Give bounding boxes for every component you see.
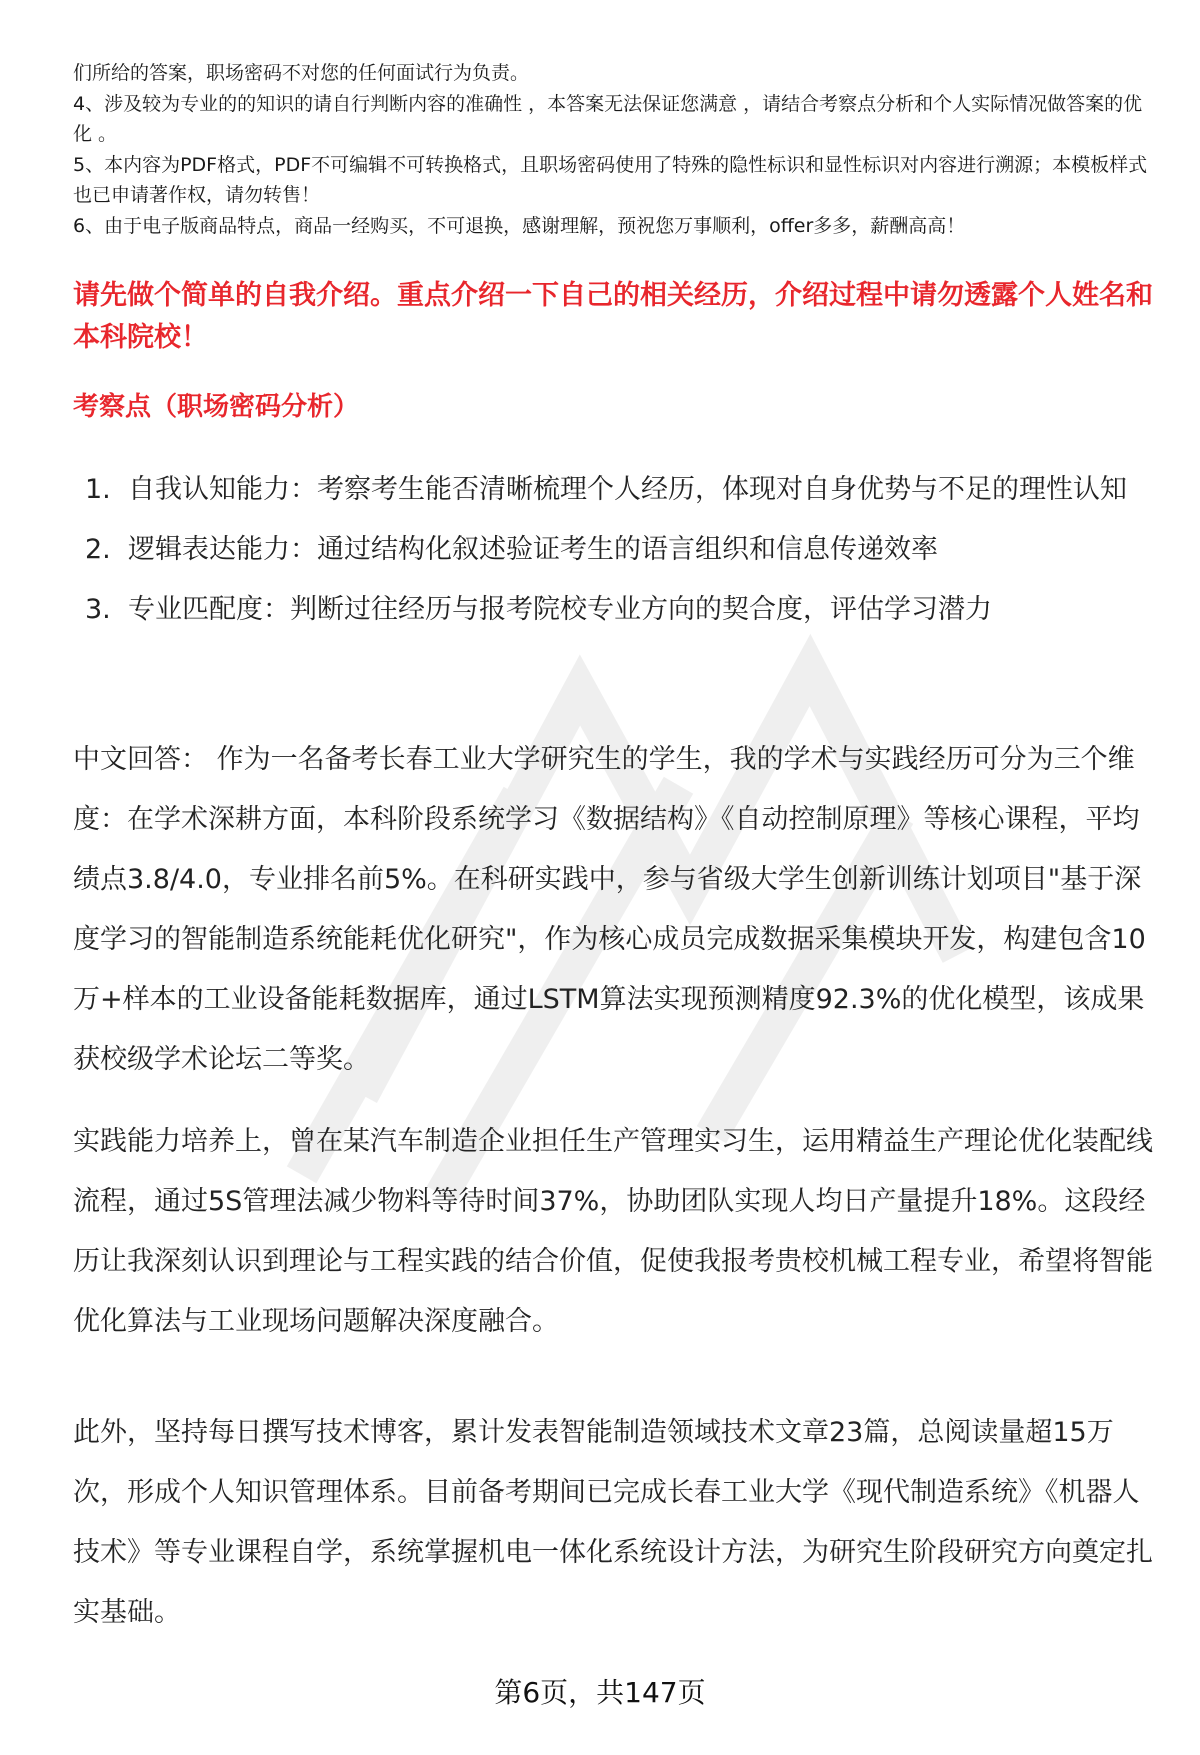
interview-question: 请先做个简单的自我介绍。重点介绍一下自己的相关经历，介绍过程中请勿透露个人姓名和本科院校！ xyxy=(73,280,1153,353)
list-number: 2. xyxy=(85,534,111,565)
answer-paragraph: 中文回答： 作为一名备考长春工业大学研究生的学生，我的学术与实践经历可分为三个维度：在学术深耕方面，本科阶段系统学习《数据结构》《自动控制原理》等核心课程，平均绩点3.8/4.0，专业排名前5%。在科研实践中，参与省级大学生创新训练计划项目"基于深度学习的智能制造系统能耗优化研究"，作为核心成员完成数据采集模块开发，构建包含10万+样本的工业设备能耗数据库，通过LSTM算法实现预测精度92.3%的优化模型，该成果获校级学术论坛二等奖。 xyxy=(73,744,1146,1075)
list-number: 1. xyxy=(85,474,111,505)
note-line: 6、由于电子版商品特点，商品一经购买，不可退换，感谢理解，预祝您万事顺利，offer多多，薪酬高高！ xyxy=(73,214,966,237)
note-line: 们所给的答案，职场密码不对您的任何面试行为负责。 xyxy=(73,62,530,84)
list-item-text: 自我认知能力：考察考生能否清晰梳理个人经历，体现对自身优势与不足的理性认知 xyxy=(128,474,1127,505)
list-item xyxy=(85,520,1155,580)
list-number: 3. xyxy=(85,594,111,625)
list-item xyxy=(85,460,1155,520)
note-line: 5、本内容为PDF格式，PDF不可编辑不可转换格式，且职场密码使用了特殊的隐性标识和显性标识对内容进行溯源；本模板样式也已申请著作权，请勿转售！ xyxy=(73,153,1148,206)
list-item xyxy=(85,580,1155,640)
list-item-text: 逻辑表达能力：通过结构化叙述验证考生的语言组织和信息传递效率 xyxy=(128,534,938,565)
notes-section xyxy=(73,58,1158,241)
points-list xyxy=(85,460,1155,640)
answer-paragraph: 实践能力培养上，曾在某汽车制造企业担任生产管理实习生，运用精益生产理论优化装配线流程，通过5S管理法减少物料等待时间37%，协助团队实现人均日产量提升18%。这段经历让我深刻认识到理论与工程实践的结合价值，促使我报考贵校机械工程专业，希望将智能优化算法与工业现场问题解决深度融合。 xyxy=(73,1126,1153,1337)
page-number: 第6页，共147页 xyxy=(494,1676,706,1709)
note-line: 4、涉及较为专业的的知识的请自行判断内容的准确性 ，本答案无法保证您满意 ，请结合考察点分析和个人实际情况做答案的优化 。 xyxy=(73,92,1143,145)
answer-paragraph: 此外，坚持每日撰写技术博客，累计发表智能制造领域技术文章23篇，总阅读量超15万次，形成个人知识管理体系。目前备考期间已完成长春工业大学《现代制造系统》《机器人技术》等专业课程自学，系统掌握机电一体化系统设计方法，为研究生阶段研究方向奠定扎实基础。 xyxy=(73,1417,1153,1628)
points-heading: 考察点（职场密码分析） xyxy=(73,392,360,422)
list-item-text: 专业匹配度：判断过往经历与报考院校专业方向的契合度，评估学习潜力 xyxy=(128,594,992,625)
